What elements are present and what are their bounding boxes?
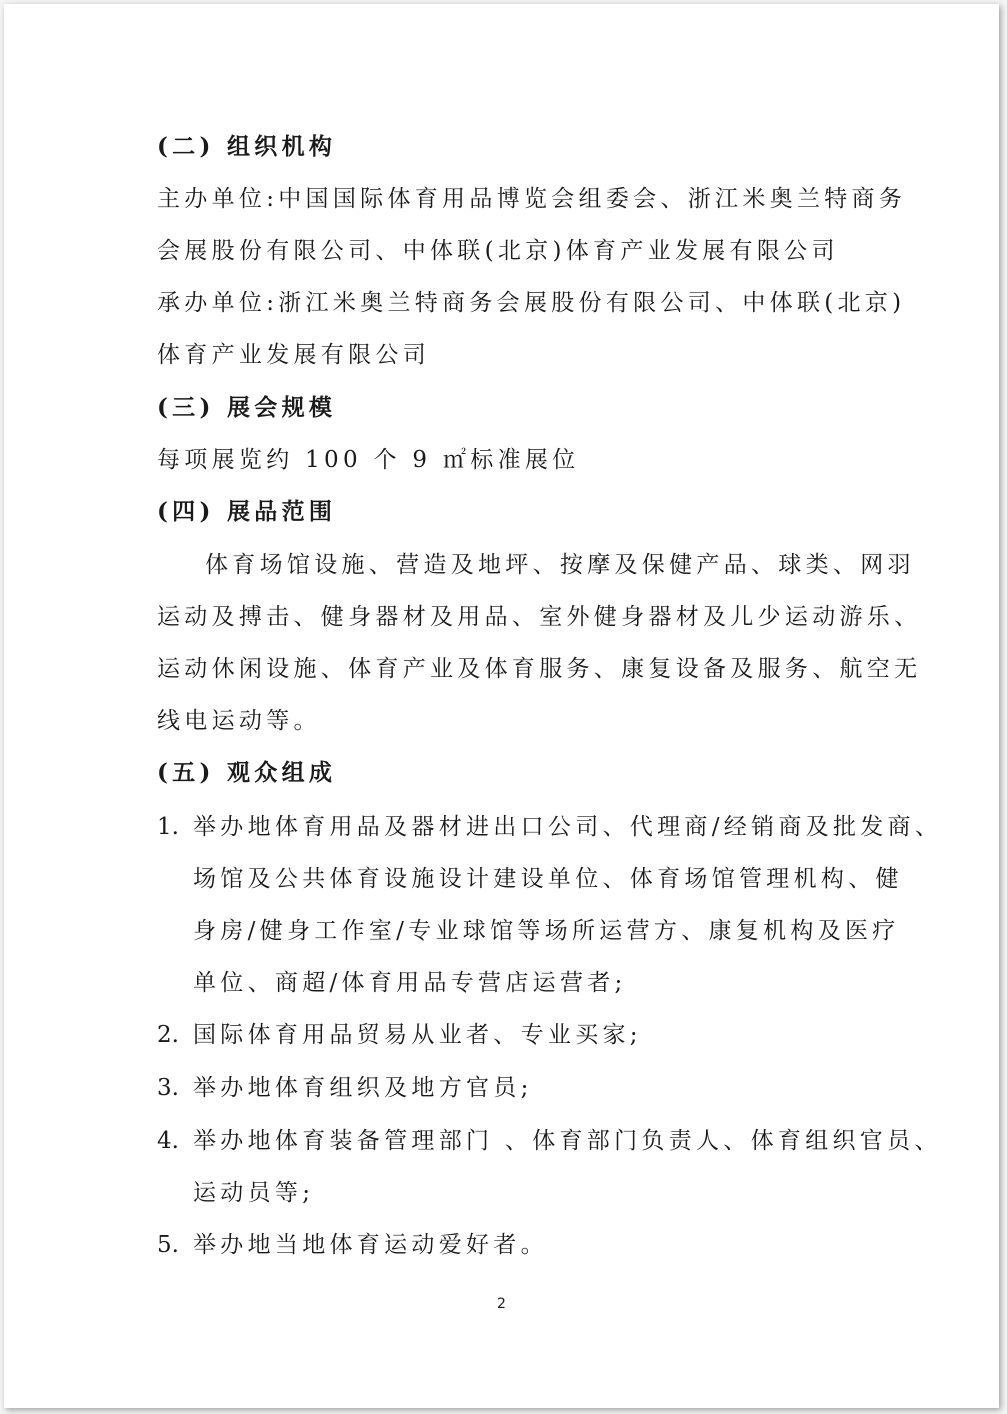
host-unit-line-2: 会展股份有限公司、中体联(北京)体育产业发展有限公司	[157, 238, 839, 264]
list-item-number: 5.	[157, 1232, 179, 1258]
list-item-number: 2.	[157, 1022, 179, 1048]
list-item-line: 举办地体育装备管理部门 、体育部门负责人、体育组织官员、	[193, 1128, 942, 1154]
list-item-line: 运动员等;	[193, 1180, 315, 1206]
list-item-line: 单位、商超/体育用品专营店运营者;	[193, 970, 627, 996]
section-heading-exhibits: (四) 展品范围	[157, 498, 337, 525]
exhibits-line-1: 体育场馆设施、营造及地坪、按摩及保健产品、球类、网羽	[205, 552, 915, 578]
host-unit-line-1: 主办单位:中国国际体育用品博览会组委会、浙江米奥兰特商务	[157, 186, 907, 212]
exhibits-line-4: 线电运动等。	[157, 708, 321, 734]
exhibits-line-2: 运动及搏击、健身器材及用品、室外健身器材及儿少运动游乐、	[157, 604, 922, 630]
section-heading-organization: (二) 组织机构	[157, 133, 337, 160]
page-number: 2	[497, 1296, 506, 1312]
list-item-number: 1.	[157, 814, 179, 840]
organizer-unit-line-2: 体育产业发展有限公司	[157, 342, 430, 368]
section-heading-audience: (五) 观众组成	[157, 759, 337, 786]
list-item-line: 身房/健身工作室/专业球馆等场所运营方、康复机构及医疗	[193, 918, 900, 944]
organizer-unit-line-1: 承办单位:浙江米奥兰特商务会展股份有限公司、中体联(北京)	[157, 290, 906, 316]
section-heading-scale: (三) 展会规模	[157, 394, 337, 421]
list-item-line: 举办地体育组织及地方官员;	[193, 1075, 533, 1101]
list-item-line: 举办地当地体育运动爱好者。	[193, 1232, 548, 1258]
scale-text: 每项展览约 100 个 9 ㎡标准展位	[157, 447, 580, 473]
list-item-number: 3.	[157, 1075, 179, 1101]
list-item-line: 国际体育用品贸易从业者、专业买家;	[193, 1022, 642, 1048]
list-item-number: 4.	[157, 1128, 179, 1154]
list-item-line: 场馆及公共体育设施设计建设单位、体育场馆管理机构、健	[193, 866, 903, 892]
document-page	[4, 4, 999, 1408]
list-item-line: 举办地体育用品及器材进出口公司、代理商/经销商及批发商、	[193, 814, 943, 840]
exhibits-line-3: 运动休闲设施、体育产业及体育服务、康复设备及服务、航空无	[157, 656, 922, 682]
